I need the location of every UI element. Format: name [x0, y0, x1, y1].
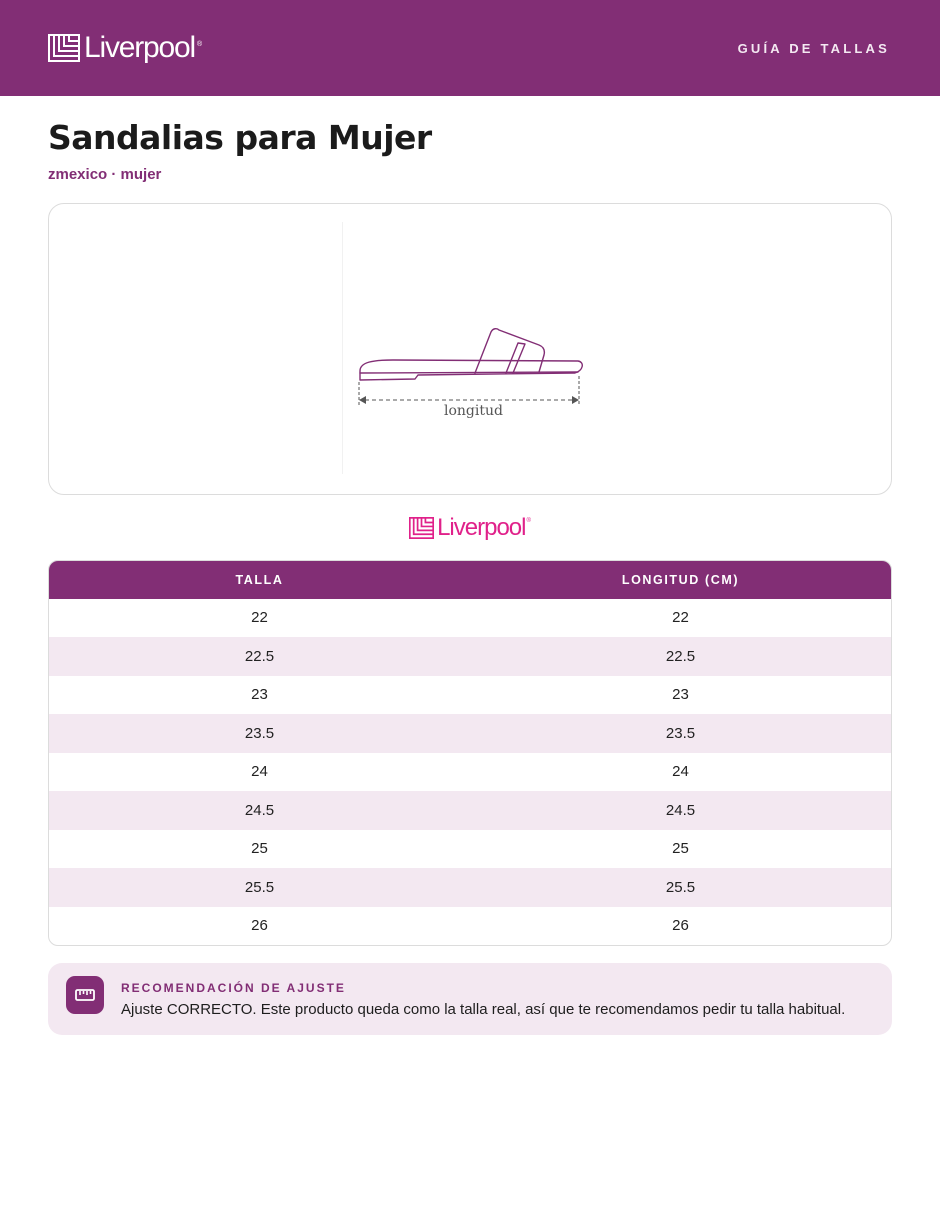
table-row [49, 868, 891, 907]
breadcrumb-item-zmexico[interactable]: zmexico [48, 165, 108, 183]
cell-longitud: 26 [672, 917, 689, 935]
cell-longitud: 24.5 [470, 791, 891, 830]
column-header-longitud: LONGITUD (CM) [470, 561, 891, 599]
table-row [49, 907, 891, 946]
main-content [0, 118, 940, 1035]
measurement-illustration-card [48, 203, 892, 495]
column-header-talla: TALLA [49, 561, 470, 599]
breadcrumb-item-mujer[interactable]: mujer [120, 165, 162, 183]
brand-wordmark: Liverpool [84, 31, 195, 64]
cell-talla: 26 [251, 917, 268, 935]
cell-talla: 23 [251, 686, 268, 704]
cell-talla: 23.5 [49, 714, 470, 753]
cell-longitud: 25.5 [470, 868, 891, 907]
cell-longitud: 25 [672, 840, 689, 858]
cell-talla: 24.5 [49, 791, 470, 830]
size-guide-link[interactable]: GUÍA DE TALLAS [737, 40, 890, 56]
cell-longitud: 22.5 [470, 637, 891, 676]
page-title: Sandalias para Mujer [48, 118, 432, 157]
brand-wordmark: Liverpool [437, 513, 526, 541]
cell-longitud: 24 [672, 763, 689, 781]
table-row [49, 714, 891, 753]
cell-talla: 24 [251, 763, 268, 781]
registered-mark: ® [526, 517, 531, 524]
table-row [49, 830, 891, 869]
table-header-row [49, 561, 891, 599]
table-row [49, 599, 891, 638]
breadcrumb [48, 166, 892, 183]
table-row [49, 676, 891, 715]
liverpool-mark-icon [48, 34, 80, 62]
size-table [48, 560, 892, 947]
liverpool-logo-center [48, 513, 892, 543]
recommendation-title: RECOMENDACIÓN DE AJUSTE [121, 980, 346, 995]
breadcrumb-separator: · [111, 165, 117, 183]
cell-longitud: 23 [672, 686, 689, 704]
recommendation-text [121, 981, 845, 1018]
top-header [0, 0, 940, 96]
fit-recommendation [48, 963, 892, 1035]
ruler-icon [66, 976, 104, 1014]
cell-longitud: 22 [672, 609, 689, 627]
liverpool-logo[interactable] [48, 33, 202, 63]
measure-label: longitud [444, 402, 503, 419]
cell-talla: 25.5 [49, 868, 470, 907]
registered-mark: ® [196, 41, 203, 48]
liverpool-mark-icon [409, 517, 434, 539]
cell-talla: 22.5 [49, 637, 470, 676]
cell-talla: 22 [251, 609, 268, 627]
table-row [49, 791, 891, 830]
cell-talla: 25 [251, 840, 268, 858]
table-row [49, 637, 891, 676]
sandal-outline-icon [353, 316, 593, 411]
table-row [49, 753, 891, 792]
recommendation-body: Ajuste CORRECTO. Este producto queda como la talla real, así que te recomendamos pedir tu talla habitual. [121, 1000, 846, 1018]
illustration-divider [342, 222, 343, 474]
cell-longitud: 23.5 [470, 714, 891, 753]
